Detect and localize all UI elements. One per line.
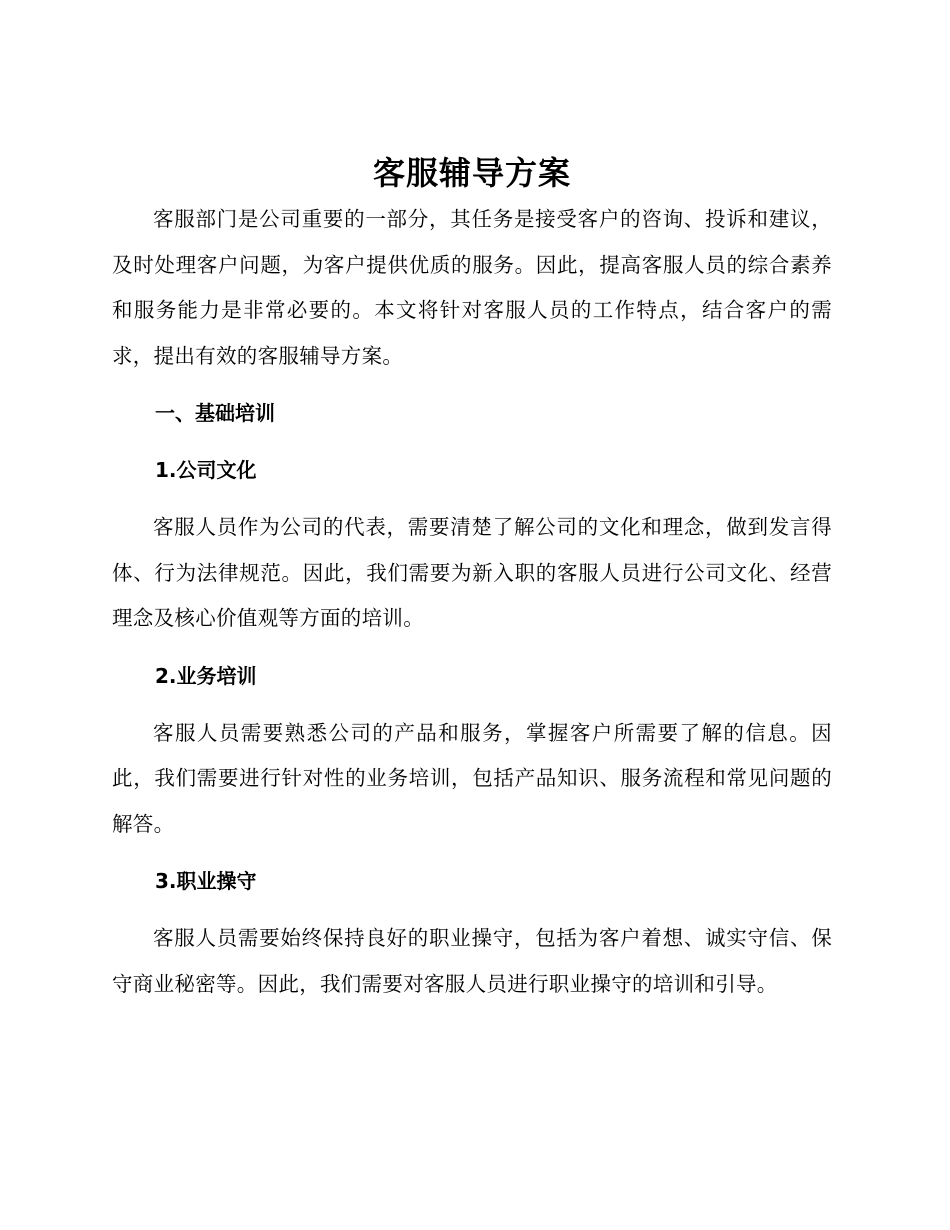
paragraph-company-culture: 客服人员作为公司的代表，需要清楚了解公司的文化和理念，做到发言得体、行为法律规范。因此，我们需要为新入职的客服人员进行公司文化、经营理念及核心价值观等方面的培训。 [112,515,832,630]
subsection-heading-professional-ethics: 3.职业操守 [155,869,257,893]
subsection-heading-business-training: 2.业务培训 [155,663,257,688]
document-title: 客服辅导方案 [372,154,571,192]
paragraph-professional-ethics: 客服人员需要始终保持良好的职业操守，包括为客户着想、诚实守信、保守商业秘密等。因此，我们需要对客服人员进行职业操守的培训和引导。 [112,926,832,996]
intro-paragraph: 客服部门是公司重要的一部分，其任务是接受客户的咨询、投诉和建议，及时处理客户问题，为客户提供优质的服务。因此，提高客服人员的综合素养和服务能力是非常必要的。本文将针对客服人员的工作特点，结合客户的需求，提出有效的客服辅导方案。 [112,207,832,368]
section-heading-basic-training: 一、基础培训 [155,401,275,425]
paragraph-business-training: 客服人员需要熟悉公司的产品和服务，掌握客户所需要了解的信息。因此，我们需要进行针对性的业务培训，包括产品知识、服务流程和常见问题的解答。 [112,720,832,836]
subsection-heading-company-culture: 1.公司文化 [155,458,257,482]
document-body [112,150,832,1007]
